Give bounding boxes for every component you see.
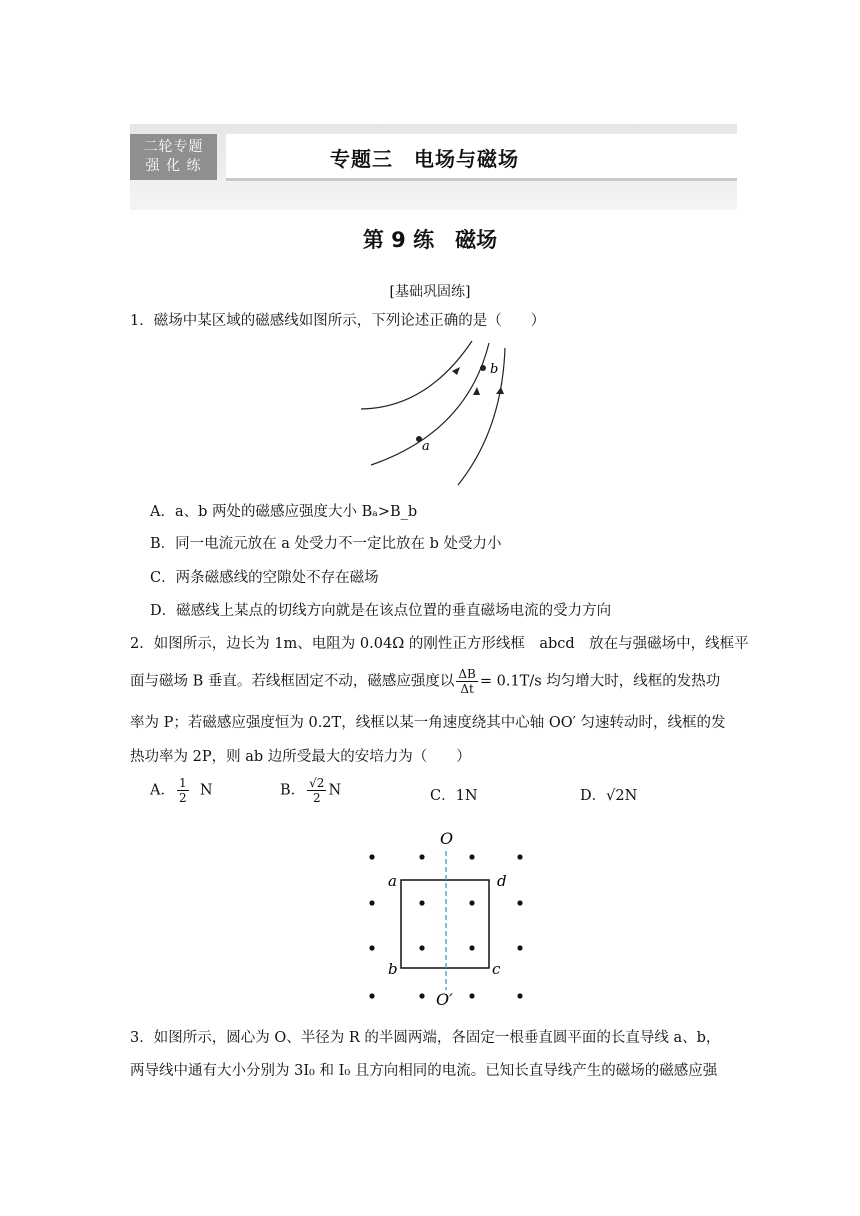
banner-tag — [130, 134, 217, 180]
q1-option-a: A．a、b 两处的磁感应强度大小 Bₐ>B_b — [150, 504, 418, 520]
q2-option-a-unit: N — [199, 782, 213, 799]
section-subtitle: [基础巩固练] — [389, 284, 471, 300]
banner-tag-line1: 二轮专题 — [143, 139, 204, 155]
q2-option-a-den: 2 — [178, 791, 187, 805]
q1-option-d: D．磁感线上某点的切线方向就是在该点位置的垂直磁场电流的受力方向 — [150, 603, 612, 619]
q2-line2-pre: 面与磁场 B 垂直。若线框固定不动，磁感应强度以 — [130, 673, 455, 690]
q2-line2 — [130, 667, 720, 696]
field-arrow-3 — [496, 387, 504, 394]
q2-option-c: C．1N — [430, 788, 478, 804]
q2-option-a-label: A． — [150, 782, 175, 799]
q1-option-c: C．两条磁感线的空隙处不存在磁场 — [150, 570, 379, 586]
q3-line2: 两导线中通有大小分别为 3I₀ 和 I₀ 且方向相同的电流。已知长直导线产生的磁场的磁感应强 — [130, 1063, 718, 1079]
q2-option-a — [150, 776, 213, 805]
q2-line1: 2．如图所示，边长为 1m、电阻为 0.04Ω 的刚性正方形线框 abcd 放在与强磁场中，线框平 — [130, 636, 749, 652]
q2-frac-den: Δt — [460, 682, 474, 696]
label-b: b — [388, 960, 398, 978]
q2-option-a-fraction — [177, 776, 189, 805]
q2-rate-fraction — [456, 667, 477, 696]
field-line-2 — [371, 343, 489, 465]
label-d: d — [497, 872, 507, 890]
q2-option-a-num: 1 — [178, 776, 187, 790]
q1-option-b: B．同一电流元放在 a 处受力不一定比放在 b 处受力小 — [150, 536, 502, 552]
banner-tag-line2: 强 化 练 — [145, 158, 202, 174]
q2-option-b-fraction — [307, 776, 326, 805]
label-O: O — [440, 829, 454, 848]
q2-line2-post: = 0.1T/s 均匀增大时，线框的发热功 — [479, 673, 721, 690]
q2-frac-num: ΔB — [458, 667, 476, 681]
q2-option-b-num: √2 — [309, 776, 325, 790]
q2-option-b-label: B． — [280, 782, 306, 799]
page-title: 第 9 练 磁场 — [362, 228, 498, 252]
q2-option-b-unit: N — [328, 782, 342, 799]
point-a-label: a — [422, 439, 430, 454]
label-O-prime: O′ — [436, 990, 453, 1008]
field-arrow-2 — [473, 387, 480, 395]
q2-line4: 热功率为 2P，则 ab 边所受最大的安培力为（ ） — [130, 749, 471, 765]
field-arrow-1 — [452, 367, 460, 375]
q2-option-d: D．√2N — [580, 788, 638, 804]
q1-stem: 1．磁场中某区域的磁感线如图所示，下列论述正确的是（ ） — [130, 313, 546, 329]
q2-option-b-den: 2 — [312, 791, 321, 805]
q1-field-lines-figure — [355, 340, 525, 490]
q3-line1: 3．如图所示，圆心为 O、半径为 R 的半圆两端，各固定一根垂直圆平面的长直导线 a、b， — [130, 1030, 721, 1046]
label-c: c — [492, 960, 501, 978]
square-loop-abcd — [401, 880, 489, 968]
field-line-1 — [361, 341, 472, 409]
q2-line3: 率为 P；若磁感应强度恒为 0.2T，线框以某一角速度绕其中心轴 OO′ 匀速转动时，线框的发 — [130, 715, 726, 731]
point-b-label: b — [490, 362, 499, 377]
section-banner — [130, 124, 737, 210]
point-b — [480, 365, 486, 371]
label-a: a — [388, 872, 397, 890]
banner-strip — [226, 134, 737, 181]
q2-loop-figure — [362, 822, 537, 1008]
q2-option-b — [280, 776, 341, 805]
banner-topic: 专题三 电场与磁场 — [330, 147, 519, 171]
